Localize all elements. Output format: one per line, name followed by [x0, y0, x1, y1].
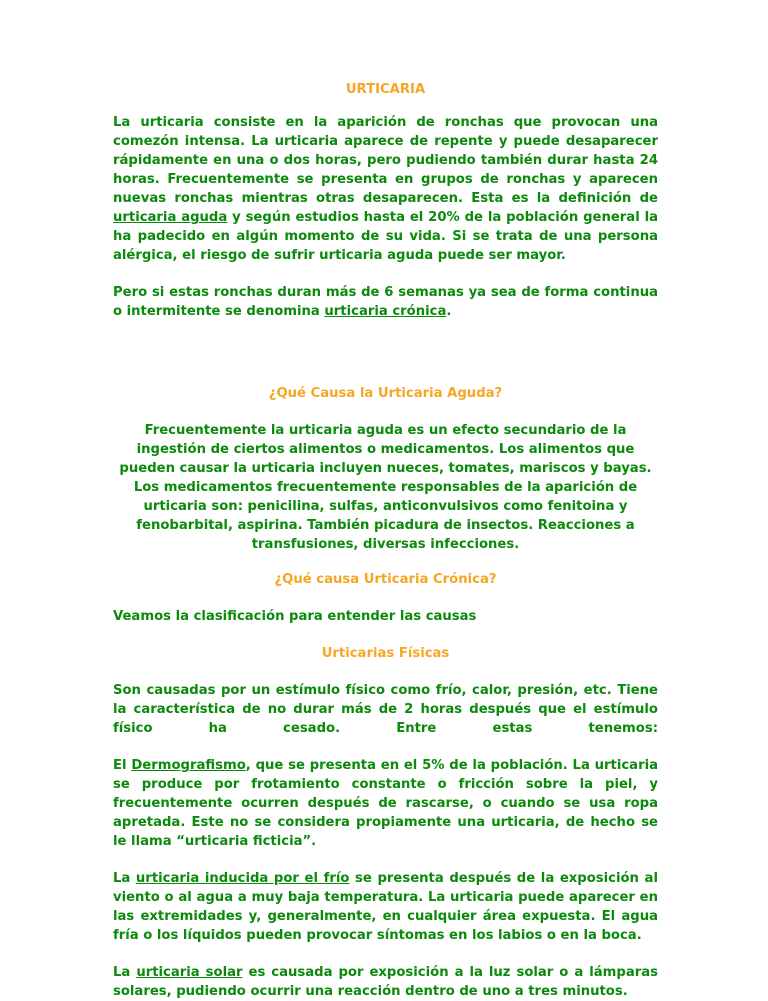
paragraph-text: y según estudios hasta el 20% de la población general la ha padecido en algún momento de su vida. Si se trata de una persona alérgica, el riesgo de sufrir urticaria aguda puede ser mayor. [113, 210, 659, 263]
heading-physical-urticaria: Urticarias Físicas [321, 646, 450, 661]
paragraph-text: Pero si estas ronchas duran más de 6 semanas ya sea de forma continua o intermitente se denomina [113, 285, 658, 319]
paragraph-solar [113, 963, 658, 1001]
paragraph-acute-causes: Frecuentemente la urticaria aguda es un efecto secundario de la ingestión de ciertos alimentos o medicamentos. Los alimentos que pueden causar la urticaria incluyen nueces, tomates, mariscos y bayas. Los medicamentos frecuentemente responsables de la aparición de urticaria son: penicilina, sulfas, anticonvulsivos como fenitoina y fenobarbital, aspirina. También picadura de insectos. Reacciones a transfusiones, diversas infecciones. [119, 423, 652, 552]
paragraph-dermographism [113, 756, 658, 851]
paragraph-text: es causada por exposición a la luz solar o a lámparas solares, pudiendo ocurrir una reacción dentro de uno a tres minutos. [113, 965, 658, 999]
paragraph-text: , que se presenta en el 5% de la población. La urticaria se produce por frotamiento constante o fricción sobre la piel, y frecuentemente ocurren después de rascarse, o cuando se usa ropa apretada. Este no se considera propiamente una urticaria, de hecho se le llama “urticaria ficticia”. [113, 758, 658, 849]
document-title: URTICARIA [345, 82, 426, 97]
paragraph-text: La [113, 965, 137, 980]
paragraph-physical: Son causadas por un estímulo físico como frío, calor, presión, etc. Tiene la característica de no durar más de 2 horas después que el estímulo físico ha cesado. Entre estas tenemos: [113, 683, 658, 736]
paragraph-text: La [113, 871, 136, 886]
heading-chronic-causes: ¿Qué causa Urticaria Crónica? [274, 572, 497, 587]
paragraph-text: El [113, 758, 132, 773]
paragraph-definition [113, 113, 658, 265]
paragraph-classification: Veamos la clasificación para entender las causas [113, 609, 477, 624]
paragraph-text: se presenta después de la exposición al viento o al agua a muy baja temperatura. La urticaria puede aparecer en las extremidades y, generalmente, en cualquier área expuesta. El agua fría o los líquidos pueden provocar síntomas en los labios o en la boca. [113, 871, 658, 943]
document-body [113, 80, 658, 1001]
link-urticaria-frio[interactable]: urticaria inducida por el frío [135, 871, 350, 886]
paragraph-cold [113, 869, 658, 945]
paragraph-text: La urticaria consiste en la aparición de ronchas que provocan una comezón intensa. La urticaria aparece de repente y puede desaparecer rápidamente en una o dos horas, pero pudiendo también durar hasta 24 horas. Frecuentemente se presenta en grupos de ronchas y aparecen nuevas ronchas mientras otras desaparecen. Esta es la definición de [113, 115, 658, 206]
link-urticaria-aguda[interactable]: urticaria aguda [113, 210, 228, 225]
link-urticaria-cronica[interactable]: urticaria crónica [324, 304, 447, 319]
link-dermografismo[interactable]: Dermografismo [131, 758, 246, 773]
heading-acute-causes: ¿Qué Causa la Urticaria Aguda? [268, 386, 503, 401]
paragraph-text: . [446, 304, 452, 319]
link-urticaria-solar[interactable]: urticaria solar [136, 965, 243, 980]
paragraph-chronic [113, 283, 658, 321]
